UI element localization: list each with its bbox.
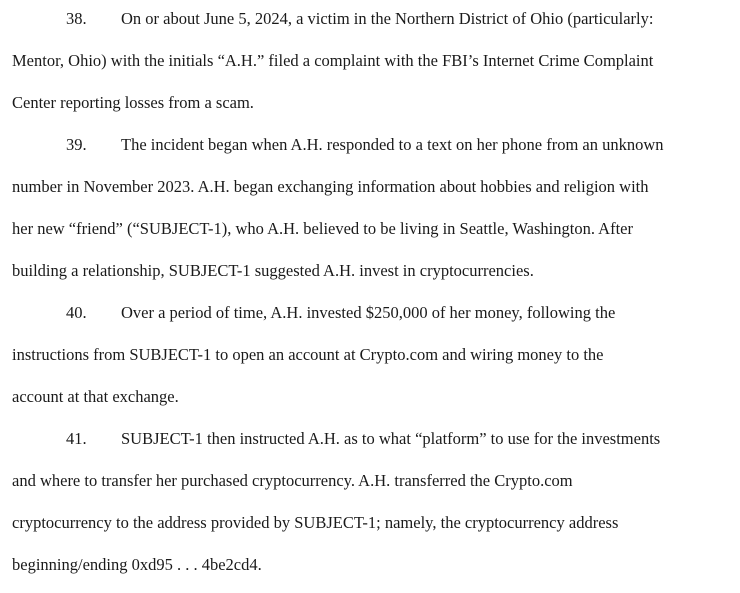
paragraph-text: The incident began when A.H. responded to a text on her phone from an unknown	[121, 135, 664, 154]
paragraph-41-line-2: and where to transfer her purchased cryptocurrency. A.H. transferred the Crypto.com	[12, 471, 573, 490]
paragraph-39-line-3: her new “friend” (“SUBJECT-1), who A.H. believed to be living in Seattle, Washington. After	[12, 219, 633, 238]
paragraph-39-line-2: number in November 2023. A.H. began exchanging information about hobbies and religion with	[12, 177, 649, 196]
paragraph-41-line-1	[66, 429, 660, 449]
paragraph-40-line-3: account at that exchange.	[12, 387, 179, 406]
paragraph-39-line-4: building a relationship, SUBJECT-1 suggested A.H. invest in cryptocurrencies.	[12, 261, 534, 280]
paragraph-41-line-3: cryptocurrency to the address provided by SUBJECT-1; namely, the cryptocurrency address	[12, 513, 619, 532]
paragraph-38-line-1	[66, 9, 653, 29]
paragraph-text: Over a period of time, A.H. invested $250,000 of her money, following the	[121, 303, 616, 322]
paragraph-41-line-4: beginning/ending 0xd95 . . . 4be2cd4.	[12, 555, 262, 574]
paragraph-40-line-1	[66, 303, 615, 323]
paragraph-39-line-1	[66, 135, 664, 155]
paragraph-number: 38.	[66, 9, 87, 28]
paragraph-number: 40.	[66, 303, 87, 322]
paragraph-text: SUBJECT-1 then instructed A.H. as to what “platform” to use for the investments	[121, 429, 661, 448]
paragraph-38-line-3: Center reporting losses from a scam.	[12, 93, 254, 112]
paragraph-38-line-2: Mentor, Ohio) with the initials “A.H.” filed a complaint with the FBI’s Internet Crime Complaint	[12, 51, 654, 70]
paragraph-text: On or about June 5, 2024, a victim in the Northern District of Ohio (particularly:	[121, 9, 654, 28]
paragraph-number: 41.	[66, 429, 87, 448]
paragraph-40-line-2: instructions from SUBJECT-1 to open an account at Crypto.com and wiring money to the	[12, 345, 604, 364]
paragraph-number: 39.	[66, 135, 87, 154]
